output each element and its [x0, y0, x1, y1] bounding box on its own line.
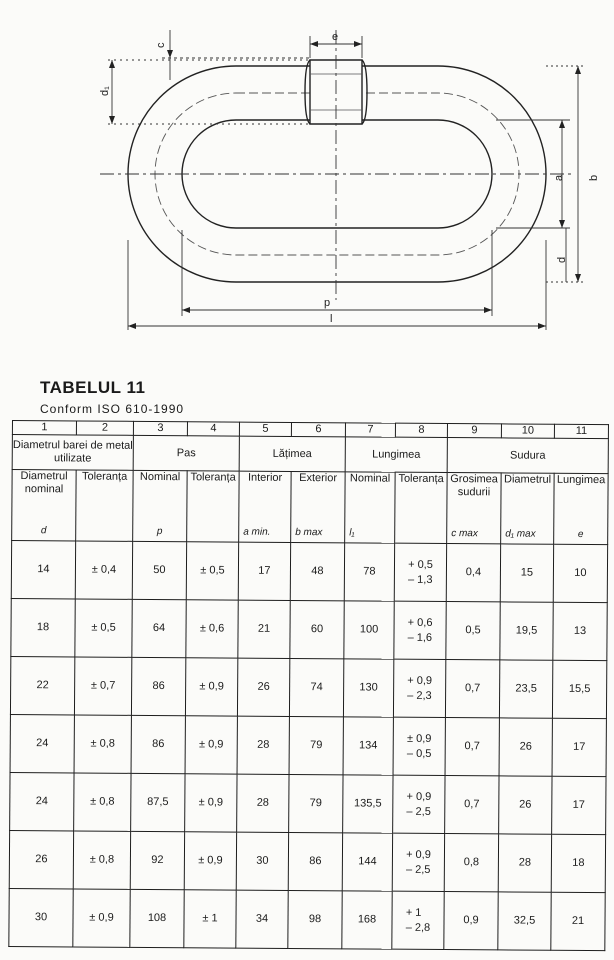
cell-d: 22	[10, 657, 74, 715]
cell-p-tol: ± 0,5	[186, 542, 238, 600]
label-d: d	[556, 256, 568, 263]
cell-b: 98	[288, 891, 342, 949]
subheader-label: Diametrul	[504, 473, 552, 486]
cell-c: 0,5	[446, 602, 500, 660]
table-row	[10, 773, 606, 835]
cell-p-tol: ± 1	[184, 890, 236, 948]
cell-d1: 19,5	[500, 602, 553, 660]
cell-a: 21	[238, 600, 290, 658]
table-title: TABELUL 11	[40, 378, 146, 397]
cell-l-tol	[392, 833, 444, 891]
cell-b: 60	[290, 601, 344, 659]
cell-e: 15,5	[552, 660, 606, 718]
cell-b: 79	[289, 775, 343, 833]
tolerance-pair	[407, 674, 432, 704]
tolerance-pair	[408, 616, 433, 646]
col-number: 10	[501, 424, 554, 439]
tolerance-lower: – 2,5	[405, 863, 431, 876]
cell-a: 30	[236, 832, 288, 890]
subheader-row	[12, 470, 608, 545]
cell-l-tol	[393, 659, 445, 717]
col-number: 1	[12, 421, 76, 436]
subheader-label: Exterior	[299, 472, 338, 485]
subheader-label: Diametrul nominal	[20, 470, 68, 496]
cell-d-tol: ± 0,8	[73, 831, 130, 889]
tolerance-upper: ± 0,9	[407, 732, 432, 745]
cell-l-tol	[393, 717, 445, 775]
col-number: 9	[447, 424, 501, 439]
tolerance-lower: – 0,5	[406, 747, 432, 760]
group-weld: Sudura	[447, 438, 608, 474]
label-e: e	[332, 31, 339, 43]
cell-c: 0,8	[444, 834, 498, 892]
cell-a: 34	[236, 890, 288, 948]
cell-l: 100	[344, 601, 394, 659]
cell-d1: 28	[498, 834, 551, 892]
cell-b: 74	[289, 659, 343, 717]
subheader-cell	[239, 471, 291, 542]
cell-e: 17	[552, 776, 606, 834]
tolerance-lower: – 2,3	[407, 689, 432, 702]
label-b: b	[588, 174, 600, 181]
tolerance-upper: + 0,9	[406, 848, 431, 861]
cell-c: 0,7	[445, 776, 499, 834]
tolerance-pair	[407, 732, 432, 762]
tolerance-upper: + 0,9	[406, 790, 432, 803]
col-number: 8	[395, 423, 447, 438]
col-number: 3	[133, 421, 187, 436]
subheader-label: Toleranța	[398, 472, 444, 486]
group-pitch: Pas	[133, 436, 239, 472]
cell-d: 14	[11, 541, 75, 599]
subheader-cell	[12, 470, 76, 541]
cell-e: 21	[551, 892, 605, 950]
subheader-symbol: e	[577, 529, 584, 541]
col-number: 5	[239, 422, 291, 437]
label-p: p	[324, 297, 331, 309]
tolerance-upper: + 1	[405, 906, 422, 919]
cell-d: 24	[10, 715, 74, 773]
tolerance-pair	[406, 848, 431, 878]
cell-e: 18	[551, 834, 605, 892]
table-row	[10, 715, 606, 777]
cell-l-tol	[394, 543, 446, 601]
cell-d-tol: ± 0,4	[75, 541, 132, 599]
cell-p: 86	[131, 658, 185, 716]
col-number: 7	[345, 423, 395, 438]
cell-p-tol: ± 0,9	[185, 774, 237, 832]
subheader-symbol: l₁	[349, 527, 355, 539]
subheader-symbol: a min.	[243, 526, 271, 538]
tolerance-lower: – 2,8	[405, 921, 431, 934]
cell-p-tol: ± 0,6	[186, 600, 238, 658]
chain-link-spec-table	[8, 420, 609, 951]
cell-l: 130	[343, 659, 393, 717]
subheader-label: Lungimea	[556, 473, 606, 487]
cell-d: 30	[9, 889, 73, 947]
subheader-cell	[395, 472, 447, 543]
cell-d1: 26	[499, 776, 552, 834]
cell-l: 135,5	[343, 775, 393, 833]
group-width: Lățimea	[239, 436, 345, 472]
cell-b: 86	[288, 833, 342, 891]
label-d1: d₁	[99, 86, 111, 96]
tolerance-upper: + 0,5	[408, 558, 433, 571]
subheader-symbol: d	[40, 525, 47, 537]
group-diameter: Diametrul barei de metal utilizate	[12, 435, 133, 471]
cell-e: 13	[553, 602, 607, 660]
cell-a: 17	[238, 542, 290, 600]
cell-c: 0,7	[445, 718, 499, 776]
label-c: c	[155, 42, 167, 48]
subheader-cell	[345, 472, 395, 543]
tolerance-upper: + 0,9	[407, 674, 433, 687]
cell-a: 28	[237, 716, 289, 774]
cell-b: 79	[289, 717, 343, 775]
tolerance-pair	[408, 558, 433, 588]
table-subtitle: Conform ISO 610-1990	[40, 402, 185, 416]
subheader-symbol: p	[156, 526, 163, 538]
cell-p: 87,5	[131, 774, 185, 832]
cell-l: 134	[343, 717, 393, 775]
cell-a: 28	[237, 774, 289, 832]
col-number: 4	[187, 422, 239, 437]
cell-d1: 32,5	[498, 892, 551, 950]
table-row	[9, 831, 605, 893]
table-row	[10, 657, 606, 719]
subheader-cell	[187, 471, 239, 542]
subheader-symbol: b max	[295, 527, 323, 539]
tolerance-upper: + 0,6	[407, 616, 433, 629]
cell-c: 0,7	[445, 660, 499, 718]
table-row	[11, 541, 607, 603]
subheader-symbol: d₁ max	[505, 528, 536, 540]
cell-d-tol: ± 0,5	[75, 599, 132, 657]
tolerance-pair	[406, 790, 431, 820]
subheader-label: Grosimea sudurii	[450, 473, 498, 499]
cell-a: 26	[237, 658, 289, 716]
cell-c: 0,4	[446, 544, 500, 602]
tolerance-lower: – 1,3	[407, 573, 433, 586]
cell-e: 17	[552, 718, 606, 776]
subheader-cell	[76, 470, 133, 541]
cell-l: 78	[344, 543, 394, 601]
cell-l-tol	[393, 775, 445, 833]
cell-d: 24	[10, 773, 74, 831]
cell-p: 92	[130, 832, 184, 890]
chain-link-drawing	[0, 0, 614, 370]
cell-p-tol: ± 0,9	[185, 658, 237, 716]
cell-b: 48	[290, 543, 344, 601]
cell-d1: 23,5	[499, 660, 552, 718]
table-row	[9, 889, 605, 951]
cell-l-tol	[392, 891, 444, 949]
cell-e: 10	[553, 544, 607, 602]
cell-p: 64	[132, 600, 186, 658]
subheader-label: Interior	[247, 471, 283, 485]
subheader-label: Toleranța	[190, 471, 236, 484]
cell-c: 0,9	[444, 892, 498, 950]
col-number: 6	[291, 422, 345, 437]
subheader-cell	[501, 473, 554, 544]
cell-d: 18	[11, 599, 75, 657]
cell-l-tol	[394, 601, 446, 659]
col-number: 11	[554, 424, 608, 439]
tolerance-lower: – 2,5	[406, 805, 431, 818]
cell-l: 168	[342, 891, 392, 949]
cell-d: 26	[9, 831, 73, 889]
group-header-row	[12, 435, 608, 474]
cell-d-tol: ± 0,9	[73, 889, 130, 947]
subheader-symbol: c max	[451, 528, 478, 540]
cell-p: 108	[130, 890, 184, 948]
cell-d-tol: ± 0,8	[74, 773, 131, 831]
cell-d1: 15	[500, 544, 553, 602]
subheader-cell	[133, 471, 187, 542]
subheader-label: Nominal	[349, 472, 391, 485]
cell-d1: 26	[499, 718, 552, 776]
table-body	[9, 541, 608, 951]
cell-p-tol: ± 0,9	[184, 832, 236, 890]
cell-d-tol: ± 0,7	[74, 657, 131, 715]
label-l: l	[330, 313, 333, 325]
subheader-cell	[554, 473, 608, 544]
cell-p-tol: ± 0,9	[185, 716, 237, 774]
cell-p: 50	[132, 542, 186, 600]
subheader-cell	[291, 472, 345, 543]
subheader-label: Toleranța	[81, 470, 128, 483]
group-length: Lungimea	[345, 437, 447, 473]
tolerance-pair	[406, 906, 431, 936]
subheader-cell	[447, 473, 501, 544]
cell-l: 144	[342, 833, 392, 891]
tolerance-lower: – 1,6	[407, 631, 433, 644]
cell-d-tol: ± 0,8	[74, 715, 131, 773]
subheader-label: Nominal	[139, 471, 181, 484]
label-a: a	[553, 174, 565, 181]
cell-p: 86	[131, 716, 185, 774]
table-row	[11, 599, 607, 661]
col-number: 2	[76, 421, 133, 436]
